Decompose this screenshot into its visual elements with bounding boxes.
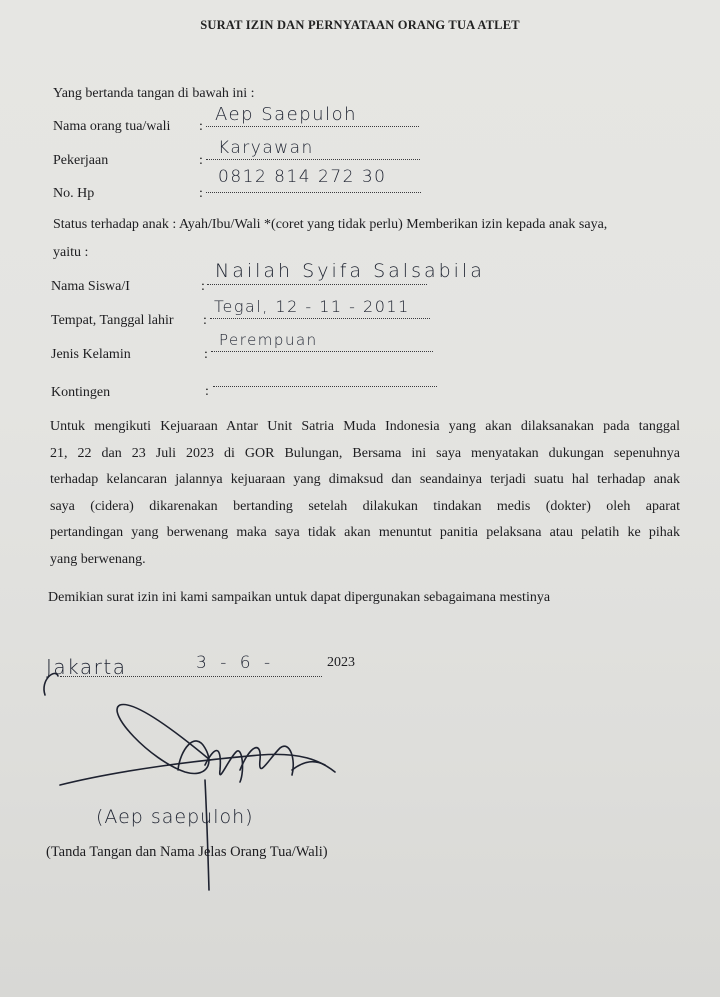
colon: : — [199, 186, 203, 201]
label-contingent: Kontingen — [51, 385, 111, 400]
label-birth: Tempat, Tanggal lahir — [51, 313, 174, 328]
handwritten-date: 3 - 6 - — [196, 653, 275, 673]
document-title: SURAT IZIN DAN PERNYATAAN ORANG TUA ATLET — [200, 18, 520, 32]
statement-line: yang berwenang. — [50, 551, 146, 567]
signature-caption: (Tanda Tangan dan Nama Jelas Orang Tua/Wali) — [46, 844, 328, 860]
label-parent-name: Nama orang tua/wali — [53, 119, 171, 134]
colon: : — [201, 279, 205, 294]
handwritten-occupation: Karyawan — [218, 138, 314, 158]
statement-line: Untuk mengikuti Kejuaraan Antar Unit Satria Muda Indonesia yang akan dilaksanakan pada tanggal — [50, 419, 680, 434]
colon: : — [199, 153, 203, 168]
handwritten-place: Jakarta — [46, 655, 127, 679]
handwritten-birth: Tegal, 12 - 11 - 2011 — [214, 297, 410, 316]
label-occupation: Pekerjaan — [53, 153, 109, 168]
handwritten-parent-name: Aep Saepuloh — [215, 104, 358, 125]
status-text: Status terhadap anak : Ayah/Ibu/Wali *(coret yang tidak perlu) Memberikan izin kepada anak saya, — [53, 217, 608, 232]
label-gender: Jenis Kelamin — [51, 347, 131, 362]
colon: : — [204, 347, 208, 362]
label-phone: No. Hp — [53, 186, 95, 201]
colon: : — [203, 313, 207, 328]
handwritten-gender: Perempuan — [219, 331, 318, 349]
date-year: 2023 — [327, 655, 355, 670]
intro-text: Yang bertanda tangan di bawah ini : — [53, 86, 255, 101]
closing-text: Demikian surat izin ini kami sampaikan untuk dapat dipergunakan sebagaimana mestinya — [48, 590, 551, 605]
handwritten-phone: 0812 814 272 30 — [218, 167, 387, 187]
statement-line: 21, 22 dan 23 Juli 2023 di GOR Bulungan, Bersama ini saya menyatakan dukungan sepenuhnya — [50, 445, 680, 461]
statement-line: pertandingan yang berwenang maka saya tidak akan menuntut panitia pelaksana atau pelatih ke pihak — [50, 525, 680, 540]
status-text-cont: yaitu : — [53, 245, 89, 260]
colon: : — [205, 384, 209, 399]
label-student-name: Nama Siswa/I — [51, 279, 130, 294]
handwritten-signer-name: (Aep saepuloh) — [96, 806, 254, 828]
handwritten-student-name: Nailah Syifa Salsabila — [215, 260, 485, 282]
statement-line: saya (cidera) dikarenakan bertanding setelah dilakukan tindakan medis (dokter) oleh aparat — [50, 498, 680, 514]
colon: : — [199, 119, 203, 134]
statement-line: terhadap kelancaran jalannya kejuaraan yang dimaksud dan seandainya terjadi suatu hal terhadap anak — [50, 472, 680, 487]
